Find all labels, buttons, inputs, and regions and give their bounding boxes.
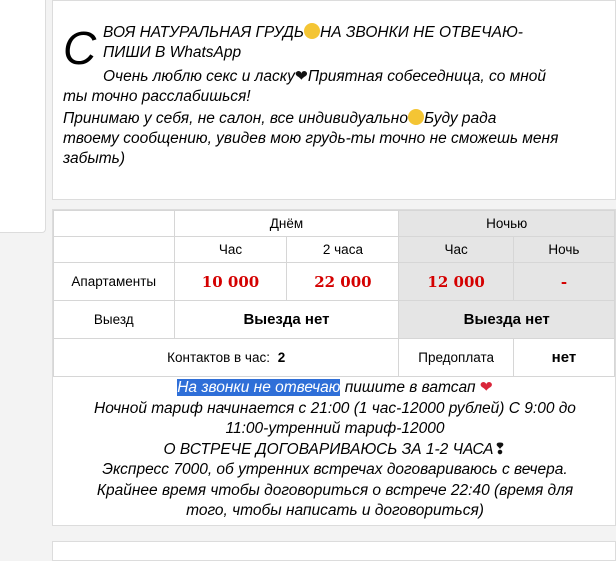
description-line-1: ВОЯ НАТУРАЛЬНАЯ ГРУДЬ НА ЗВОНКИ НЕ ОТВЕЧАЮ- ПИШИ В WhatsApp (103, 24, 523, 61)
left-panel (0, 0, 46, 233)
night-night-header: Ночь (513, 237, 614, 263)
night-hour-header: Час (399, 237, 513, 263)
dropcap: С (63, 22, 97, 74)
prepay-value: нет (513, 339, 614, 377)
selected-text[interactable]: На звонки не отвечаю (177, 379, 341, 396)
smiling-face-hearts-icon (408, 109, 424, 125)
smiling-face-icon (304, 23, 320, 39)
exclamation-icon: ❢ (493, 440, 507, 458)
notes-line-3: 11:00-утренний тариф-12000 (225, 420, 445, 437)
description-line-3: Очень люблю секс и ласку❤Приятная собеседница, со мной (103, 68, 547, 85)
prepay-label: Предоплата (399, 339, 513, 377)
day-hour-header: Час (174, 237, 287, 263)
apt-night-price: - (513, 263, 614, 301)
contacts-cell (54, 339, 399, 377)
black-heart-icon: ❤ (294, 68, 308, 85)
outcall-label: Выезд (54, 301, 175, 339)
description-line-5: Принимаю у себя, не салон, все индивидуально Буду рада твоему сообщению, увидев мою грудь-ты точно не сможешь меня забыть) (63, 110, 559, 167)
apartments-label: Апартаменты (54, 263, 175, 301)
apt-day-2h-price: 22 000 (287, 263, 399, 301)
notes-line-4: О ВСТРЕЧЕ ДОГОВАРИВАЮСЬ ЗА 1-2 ЧАСА❢ (163, 440, 507, 458)
outcall-night: Выезда нет (399, 301, 615, 339)
notes-line-5: Экспресс 7000, об утренних встречах договариваюсь с вечера. (102, 461, 568, 478)
outcall-day: Выезда нет (174, 301, 399, 339)
description-box (52, 0, 616, 200)
day-header: Днём (174, 211, 399, 237)
notes-line-7: того, чтобы написать и договориться) (186, 502, 484, 519)
price-box (52, 209, 616, 526)
apt-night-hour-price: 12 000 (399, 263, 513, 301)
night-header: Ночью (399, 211, 615, 237)
notes-line-2: Ночной тариф начинается с 21:00 (1 час-12000 рублей) С 9:00 до (94, 399, 576, 417)
notes-line-1: На звонки не отвечаю пишите в ватсап ❤ (177, 379, 493, 396)
day-2h-header: 2 часа (287, 237, 399, 263)
next-section-box (52, 541, 616, 561)
red-heart-icon: ❤ (479, 379, 493, 396)
notes-line-6: Крайнее время чтобы договориться о встрече 22:40 (время для (96, 481, 574, 499)
price-table (53, 210, 615, 377)
description-line-4: ты точно расслабишься! (63, 88, 251, 105)
contacts-value: 2 (277, 350, 286, 365)
contacts-label: Контактов в час: (167, 350, 270, 365)
notes (53, 378, 616, 522)
apt-day-hour-price: 10 000 (174, 263, 287, 301)
